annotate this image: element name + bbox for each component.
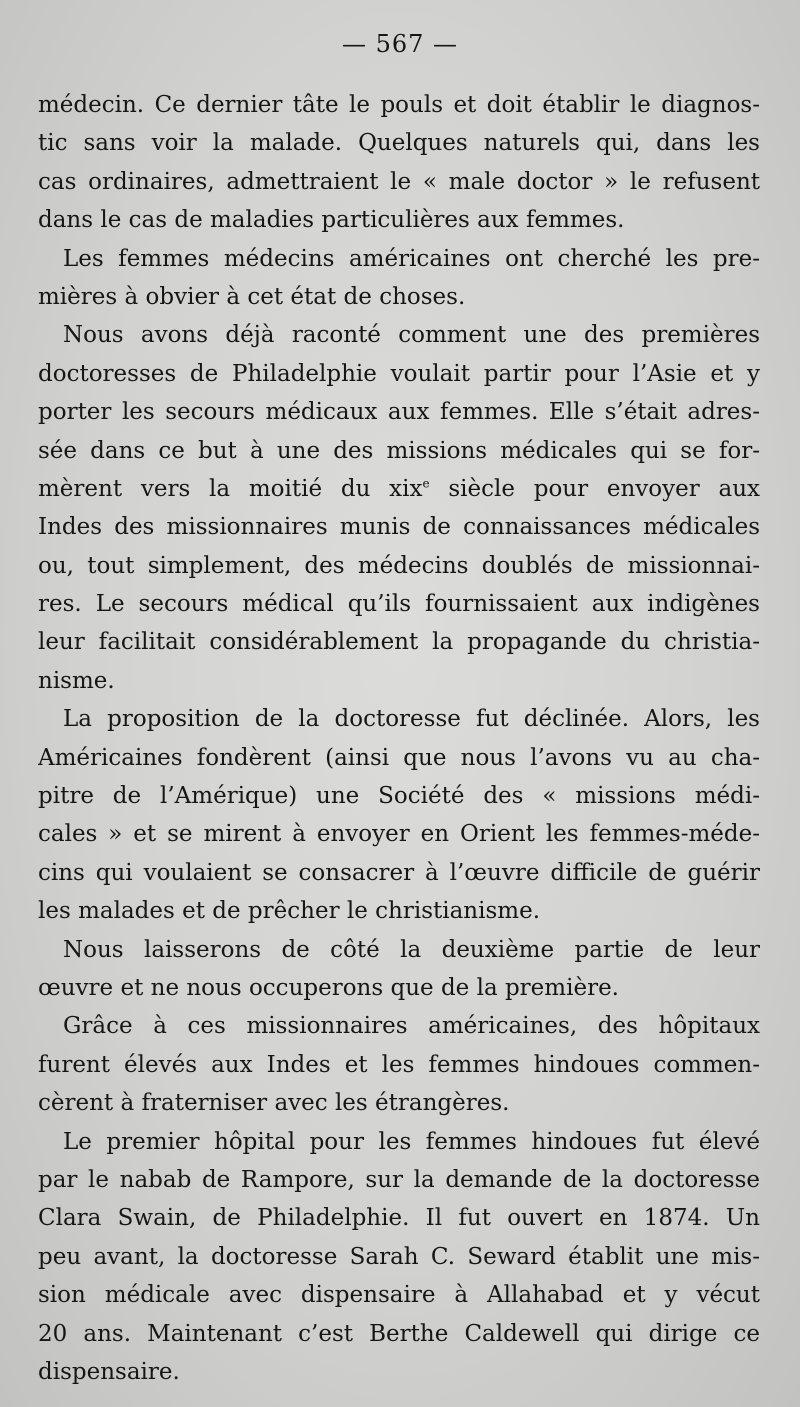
page-number: — 567 —	[341, 30, 459, 58]
text-line: cèrent à fraterniser avec les étrangères.	[38, 1090, 510, 1117]
text-line: pitre de l’Amérique) une Société des « missions médi-	[38, 783, 760, 810]
text-line: cas ordinaires, admettraient le « male doctor » le refusent	[38, 168, 760, 195]
text-line: sée dans ce but à une des missions médicales qui se for-	[38, 437, 760, 464]
paragraph	[38, 86, 760, 240]
text-line: dispensaire.	[38, 1358, 180, 1385]
text-line: médecin. Ce dernier tâte le pouls et doit établir le diagnos-	[38, 92, 760, 118]
text-line: tic sans voir la malade. Quelques naturels qui, dans les	[38, 130, 760, 157]
text-line: res. Le secours médical qu’ils fournissaient aux indigènes	[38, 591, 760, 618]
text-line: Clara Swain, de Philadelphie. Il fut ouvert en 1874. Un	[38, 1205, 760, 1232]
text-line: 20 ans. Maintenant c’est Berthe Caldewell qui dirige ce	[38, 1320, 760, 1347]
text-line: nisme.	[38, 667, 115, 694]
text-line: porter les secours médicaux aux femmes. Elle s’était adres-	[38, 399, 760, 426]
body-text	[38, 86, 760, 1391]
text-line: Indes des missionnaires munis de connaissances médicales	[38, 514, 760, 541]
text-line: les malades et de prêcher le christianisme.	[38, 898, 541, 925]
text-line: mières à obvier à cet état de choses.	[38, 283, 466, 310]
text-line: La proposition de la doctoresse fut déclinée. Alors, les	[63, 706, 760, 733]
text-line: Nous avons déjà raconté comment une des premières	[63, 322, 760, 349]
paragraph	[38, 931, 760, 1008]
superscript: e	[422, 476, 430, 491]
paragraph	[38, 700, 760, 930]
text-line: Les femmes médecins américaines ont cherché les pre-	[63, 245, 760, 272]
text-line: Nous laisserons de côté la deuxième partie de leur	[63, 936, 760, 963]
paragraph	[38, 1007, 760, 1122]
text-line: ou, tout simplement, des médecins doublés de missionnai-	[38, 552, 760, 579]
text-line: œuvre et ne nous occuperons que de la première.	[38, 974, 619, 1001]
paragraph	[38, 1123, 760, 1392]
paragraph	[38, 316, 760, 700]
text-line: par le nabab de Rampore, sur la demande de la doctoresse	[38, 1166, 760, 1193]
text-line: Le premier hôpital pour les femmes hindoues fut élevé	[63, 1128, 760, 1155]
text-line: peu avant, la doctoresse Sarah C. Seward établit une mis-	[38, 1243, 760, 1270]
text-line: dans le cas de maladies particulières aux femmes.	[38, 207, 625, 234]
text-line: mèrent vers la moitié du xix$^e$ siècle pour envoyer aux	[38, 475, 760, 502]
text-line: sion médicale avec dispensaire à Allahabad et y vécut	[38, 1282, 760, 1309]
text-line: cins qui voulaient se consacrer à l’œuvre difficile de guérir	[38, 859, 760, 886]
text-line: Américaines fondèrent (ainsi que nous l’avons vu au cha-	[38, 744, 760, 771]
text-line: doctoresses de Philadelphie voulait partir pour l’Asie et y	[38, 360, 760, 387]
paragraph	[38, 240, 760, 317]
text-line: cales » et se mirent à envoyer en Orient les femmes-méde-	[38, 821, 760, 848]
text-line: furent élevés aux Indes et les femmes hindoues commen-	[38, 1051, 760, 1078]
text-line: Grâce à ces missionnaires américaines, des hôpitaux	[63, 1013, 760, 1040]
text-line: leur facilitait considérablement la propagande du christia-	[38, 629, 760, 656]
